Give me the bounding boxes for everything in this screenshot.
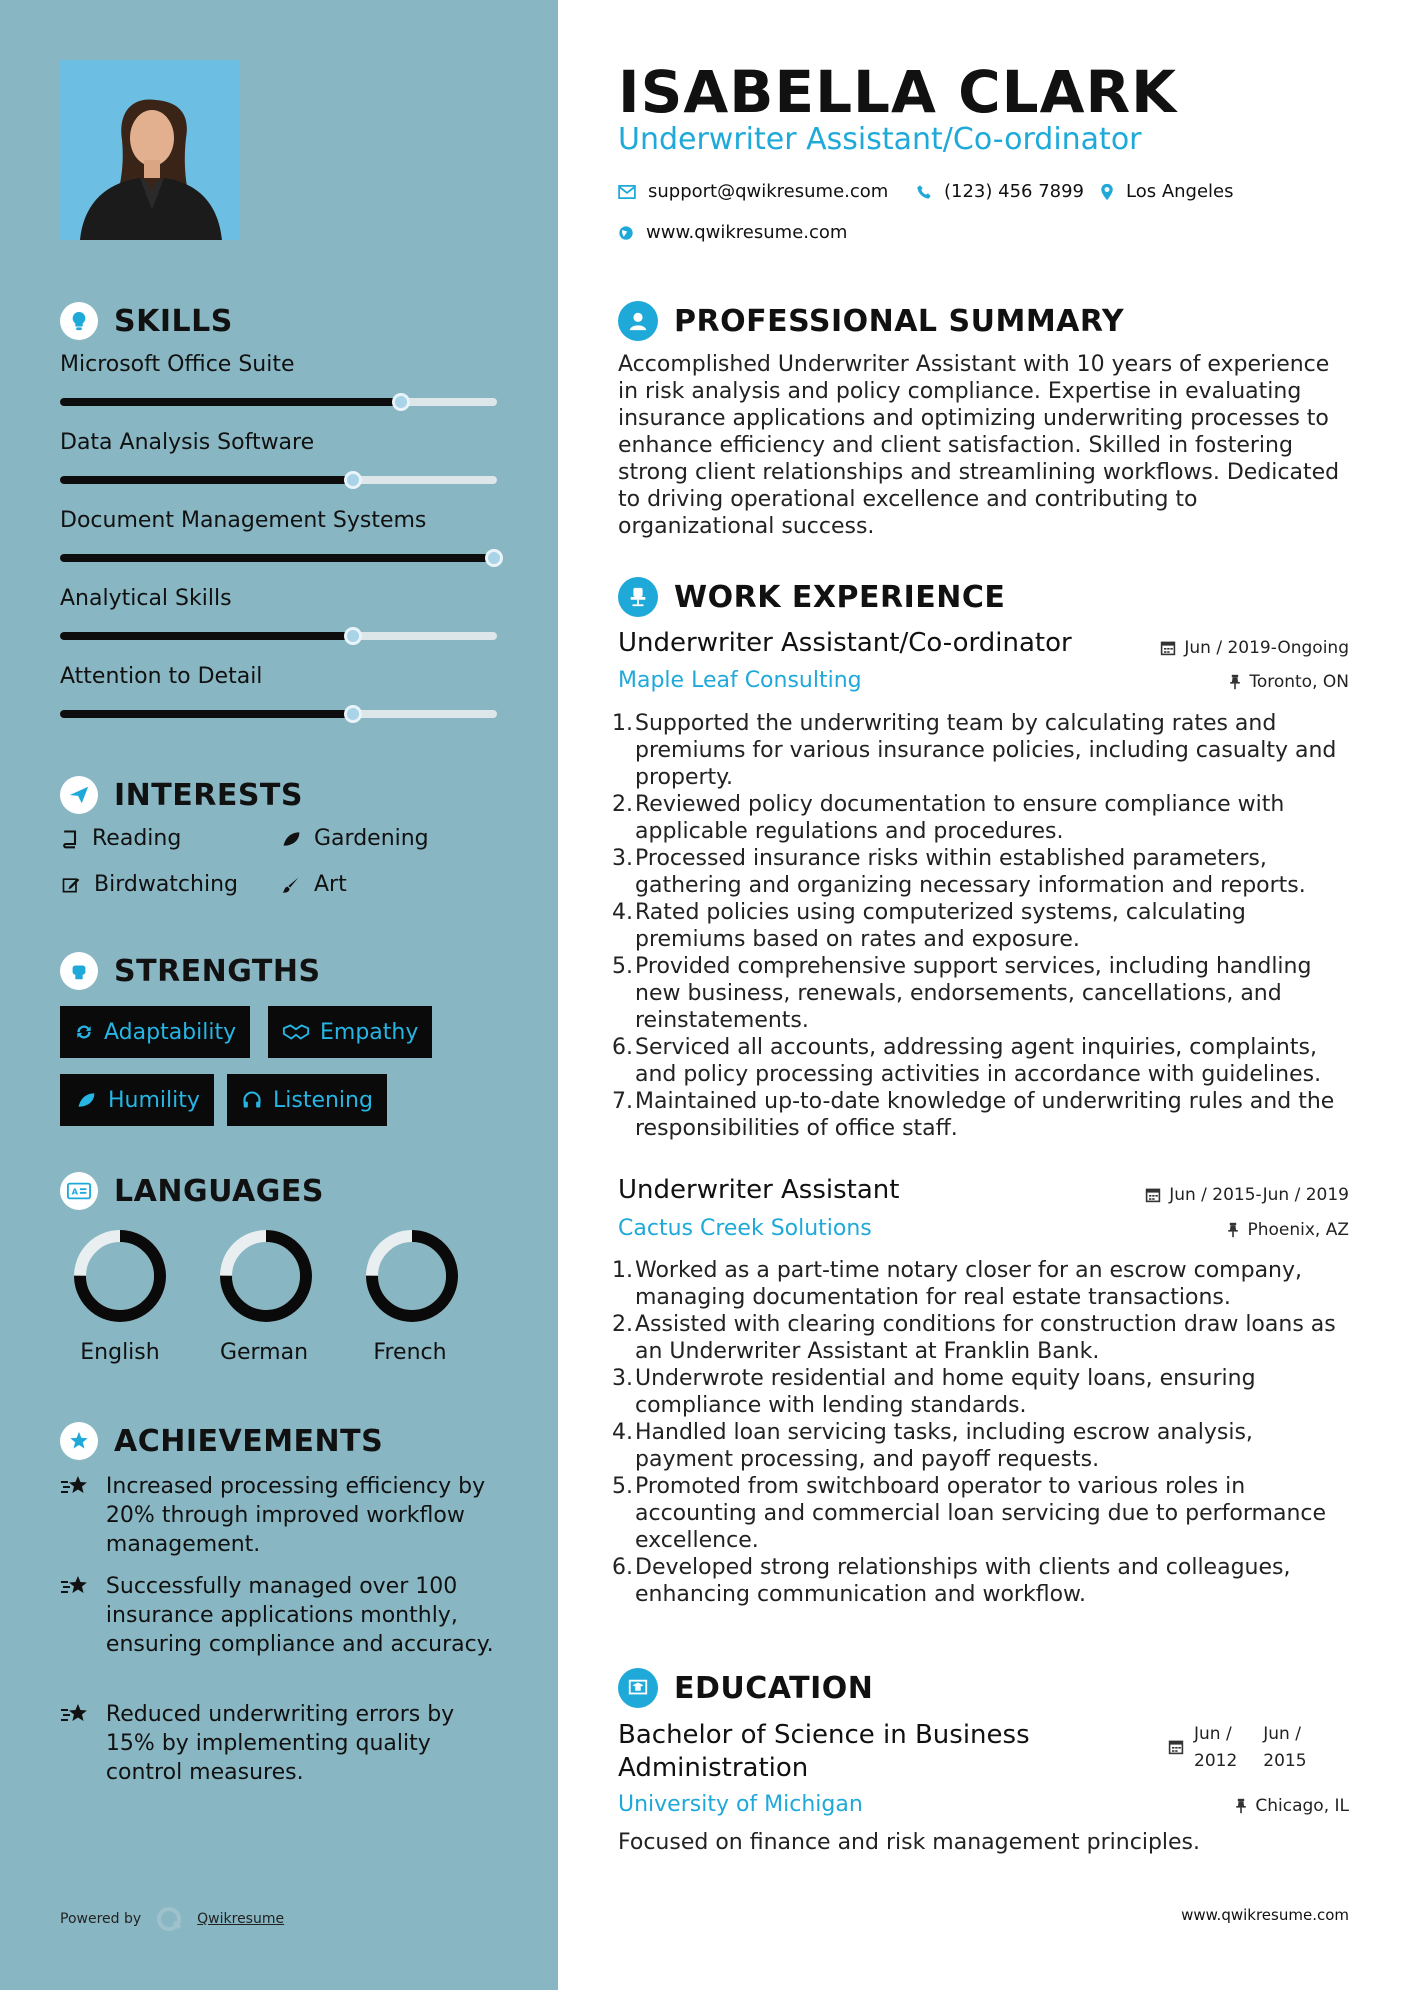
school-name: University of Michigan <box>618 1792 863 1817</box>
summary-text: Accomplished Underwriter Assistant with 10 years of experience in risk analysis and policy compliance. Expertise in evaluating insurance applications and optimizing underwriting processes to enhance efficiency and client satisfaction. Skilled in fostering strong client relationships and streamlining workflows. Dedicated to driving operational excellence and contributing to organizational success. <box>618 352 1340 539</box>
envelope-icon <box>618 185 636 199</box>
skill-bar <box>60 398 497 406</box>
paint-brush-icon <box>280 875 302 895</box>
list-item: 1. Worked as a part-time notary closer for an escrow company, managing documentation for real estate transactions. <box>612 1258 1303 1310</box>
candidate-role: Underwriter Assistant/Co-ordinator <box>618 122 1142 157</box>
job-bullets <box>612 1257 1357 1608</box>
skill-label: Attention to Detail <box>60 664 263 689</box>
pushpin-icon <box>1235 1798 1247 1814</box>
skill-bar-fill <box>60 398 401 406</box>
book-icon <box>60 829 80 849</box>
fist-icon <box>60 952 98 990</box>
skill-bar-fill <box>60 476 353 484</box>
leaf-icon <box>74 1090 98 1110</box>
strengths-heading: STRENGTHS <box>60 952 321 990</box>
list-item: 2. Assisted with clearing conditions for construction draw loans as an Underwriter Assistant at Franklin Bank. <box>612 1312 1336 1364</box>
profile-photo <box>60 60 240 240</box>
job-bullets <box>612 710 1357 1142</box>
strength-tag: Adaptability <box>60 1006 250 1058</box>
skill-bar <box>60 632 497 640</box>
graduation-icon <box>618 1668 658 1708</box>
interests-heading: INTERESTS <box>60 776 303 814</box>
skill-label: Data Analysis Software <box>60 430 315 455</box>
powered-by: Powered by Qwikresume <box>60 1905 284 1933</box>
skill-bar-knob <box>344 471 362 489</box>
education-heading: EDUCATION <box>618 1668 873 1708</box>
language-ring <box>60 1226 180 1330</box>
job-dates: Jun / 2019-Ongoing <box>1160 638 1349 658</box>
email-link[interactable]: support@qwikresume.com <box>648 181 889 202</box>
list-item: 4. Handled loan servicing tasks, including escrow analysis, payment processing, and payoff requests. <box>612 1420 1253 1472</box>
list-item: 6. Developed strong relationships with clients and colleagues, enhancing communication and workflow. <box>612 1555 1291 1607</box>
star-badge-icon <box>60 1422 98 1460</box>
skill-bar-knob <box>344 627 362 645</box>
job-title: Underwriter Assistant <box>618 1175 900 1205</box>
skill-bar-fill <box>60 554 497 562</box>
list-item: 1. Supported the underwriting team by calculating rates and premiums for various insurance policies, including casualty and property. <box>612 711 1337 790</box>
phone-contact: (123) 456 7899 <box>916 181 1084 202</box>
job-dates: Jun / 2015-Jun / 2019 <box>1145 1185 1349 1205</box>
skill-bar-fill <box>60 710 353 718</box>
language-ring <box>206 1226 326 1330</box>
skill-bar-knob <box>485 549 503 567</box>
strength-tag: Humility <box>60 1074 214 1126</box>
list-item: 4. Rated policies using computerized systems, calculating premiums based on rates and exposure. <box>612 900 1246 952</box>
skill-bar <box>60 476 497 484</box>
interest-item: Art <box>280 872 347 897</box>
achievement-item: Increased processing efficiency by 20% through improved workflow management. <box>60 1472 500 1559</box>
calendar-icon <box>1160 640 1176 656</box>
list-item: 7. Maintained up-to-date knowledge of underwriting rules and the responsibilities of office staff. <box>612 1089 1335 1141</box>
paper-plane-icon <box>60 776 98 814</box>
office-chair-icon <box>618 577 658 617</box>
headphones-icon <box>241 1090 263 1110</box>
education-description: Focused on finance and risk management principles. <box>618 1830 1201 1855</box>
website-link[interactable]: www.qwikresume.com <box>646 222 848 243</box>
shooting-star-icon <box>60 1472 92 1500</box>
degree-title: Bachelor of Science in Business Administration <box>618 1720 1030 1783</box>
education-end: Jun / 2015 <box>1263 1724 1307 1771</box>
sidebar <box>0 0 558 1990</box>
interest-item: Gardening <box>280 826 429 851</box>
map-pin-icon <box>1100 183 1114 201</box>
skill-bar-fill <box>60 632 353 640</box>
strength-tag: Empathy <box>268 1006 432 1058</box>
achievement-item: Reduced underwriting errors by 15% by implementing quality control measures. <box>60 1700 500 1787</box>
education-location: Chicago, IL <box>1235 1796 1349 1816</box>
qwikresume-link[interactable]: Qwikresume <box>197 1911 285 1927</box>
email-contact <box>618 181 888 202</box>
experience-heading: WORK EXPERIENCE <box>618 577 1005 617</box>
skill-bar-knob <box>344 705 362 723</box>
list-item: 5. Promoted from switchboard operator to various roles in accounting and commercial loan servicing due to performance excellence. <box>612 1474 1327 1553</box>
globe-icon <box>618 225 634 241</box>
footer-url[interactable]: www.qwikresume.com <box>1181 1906 1349 1924</box>
calendar-icon <box>1168 1739 1184 1755</box>
summary-heading: PROFESSIONAL SUMMARY <box>618 301 1124 341</box>
skill-bar-knob <box>392 393 410 411</box>
strength-tag: Listening <box>227 1074 387 1126</box>
job-location: Toronto, ON <box>1229 672 1349 692</box>
pushpin-icon <box>1227 1222 1239 1238</box>
company-name: Maple Leaf Consulting <box>618 668 862 693</box>
achievement-item: Successfully managed over 100 insurance applications monthly, ensuring compliance and accuracy. <box>60 1572 500 1659</box>
skills-heading: SKILLS <box>60 302 233 340</box>
education-start: Jun / 2012 <box>1194 1724 1238 1771</box>
pushpin-icon <box>1229 674 1241 690</box>
svg-text:A: A <box>71 1186 79 1197</box>
language-ring <box>352 1226 472 1330</box>
list-item: 3. Underwrote residential and home equity loans, ensuring compliance with lending standards. <box>612 1366 1256 1418</box>
skill-label: Microsoft Office Suite <box>60 352 295 377</box>
skill-bar <box>60 554 497 562</box>
company-name: Cactus Creek Solutions <box>618 1216 872 1241</box>
skill-label: Document Management Systems <box>60 508 427 533</box>
location-contact: Los Angeles <box>1100 181 1234 202</box>
list-item: 2. Reviewed policy documentation to ensure compliance with applicable regulations and procedures. <box>612 792 1285 844</box>
languages-heading: A LANGUAGES <box>60 1172 324 1210</box>
phone-icon <box>916 184 932 200</box>
language-label: French <box>373 1340 447 1365</box>
shooting-star-icon <box>60 1700 92 1728</box>
edit-icon <box>60 875 82 895</box>
shooting-star-icon <box>60 1572 92 1600</box>
leaf-icon <box>280 829 302 849</box>
interest-item: Reading <box>60 826 181 851</box>
language-label: English <box>80 1340 160 1365</box>
list-item: 6. Serviced all accounts, addressing agent inquiries, complaints, and policy processing activities in accordance with guidelines. <box>612 1035 1322 1087</box>
list-item: 5. Provided comprehensive support services, including handling new business, renewals, endorsements, cancellations, and reinstatements. <box>612 954 1312 1033</box>
skill-label: Analytical Skills <box>60 586 232 611</box>
calendar-icon <box>1145 1187 1161 1203</box>
job-location: Phoenix, AZ <box>1227 1220 1349 1240</box>
job-title: Underwriter Assistant/Co-ordinator <box>618 628 1072 658</box>
handshake-icon <box>282 1022 310 1042</box>
interest-item: Birdwatching <box>60 872 238 897</box>
website-contact <box>618 222 847 243</box>
skill-bar <box>60 710 497 718</box>
achievements-heading: ACHIEVEMENTS <box>60 1422 383 1460</box>
language-label: German <box>219 1340 309 1365</box>
sync-icon <box>74 1022 94 1042</box>
language-icon <box>60 1172 98 1210</box>
candidate-name: ISABELLA CLARK <box>618 58 1178 126</box>
education-dates <box>1168 1721 1307 1775</box>
qwikresume-logo-icon <box>155 1905 185 1933</box>
lightbulb-icon <box>60 302 98 340</box>
user-icon <box>618 301 658 341</box>
list-item: 3. Processed insurance risks within established parameters, gathering and organizing necessary information and reports. <box>612 846 1306 898</box>
